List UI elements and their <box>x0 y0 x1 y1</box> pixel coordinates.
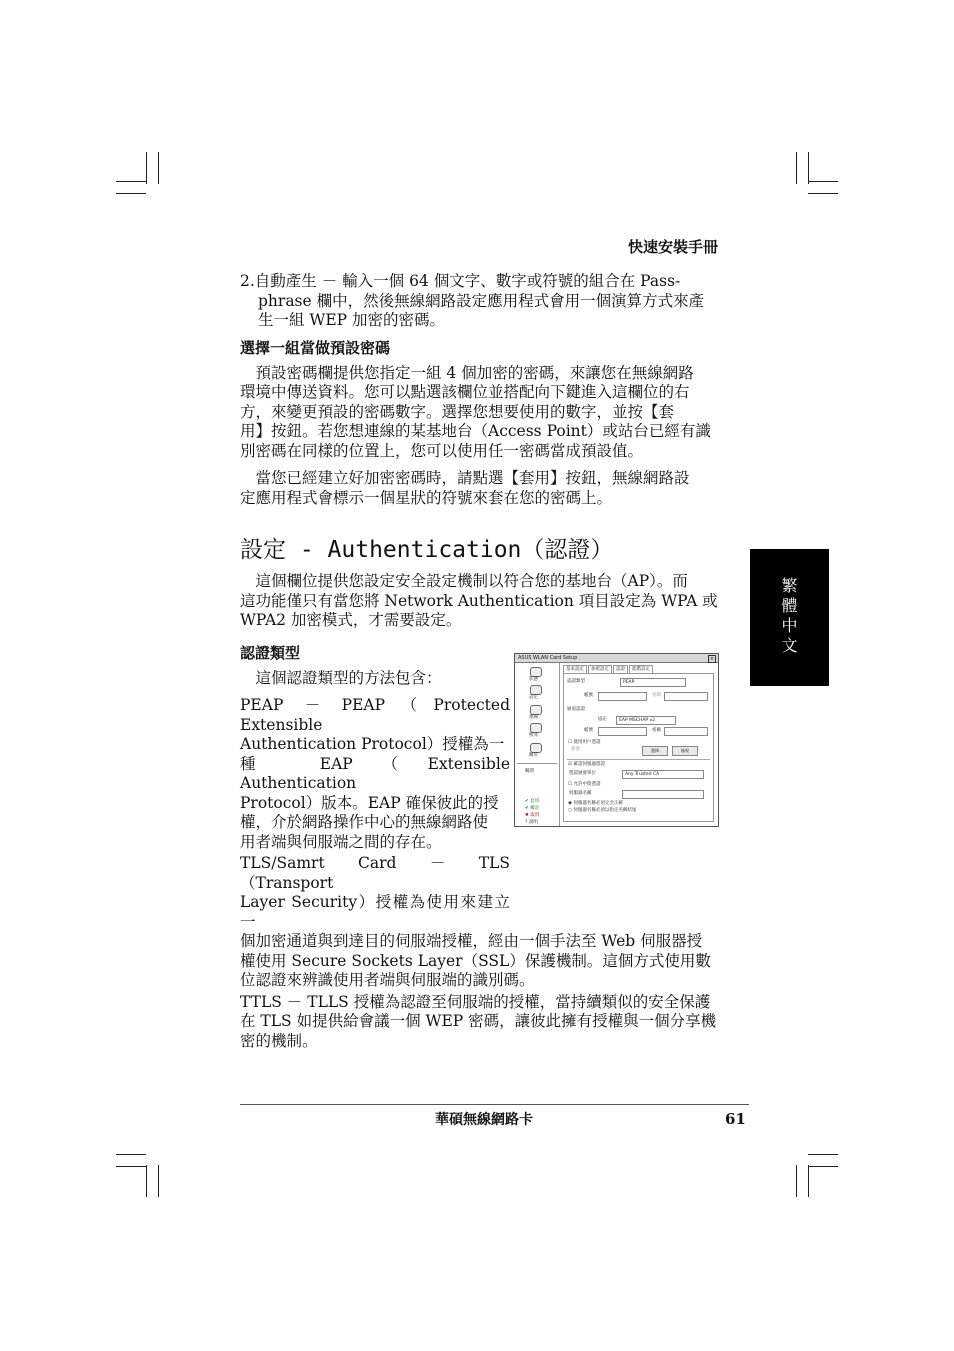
issued-label: 簽發 <box>571 747 580 752</box>
crop-mark <box>808 193 838 194</box>
paragraph-tls <box>240 854 718 991</box>
text-line: WPA2 加密模式，才需要設定。 <box>240 611 462 629</box>
sidebar-item-status: 狀態 <box>529 677 538 682</box>
tunnel-password-field[interactable] <box>664 727 708 736</box>
server-name-label: 伺服器名稱 <box>569 791 592 796</box>
crop-mark <box>808 181 838 182</box>
server-name-field[interactable] <box>622 790 704 799</box>
intermediate-label: 允許中間憑證 <box>573 782 601 787</box>
paragraph-default-key <box>240 364 718 462</box>
text-line: TTLS － TLLS 授權為認證至伺服端的授權，當持續類似的安全保護 <box>240 992 711 1011</box>
text-line: 在 TLS 如提供給會議一個 WEP 密碼，讓彼此擁有授權與一個分享機 <box>240 1012 717 1030</box>
text-line: Layer Security）授權為使用來建立一 <box>240 893 510 931</box>
tunnel-password-label: 密碼 <box>652 728 661 733</box>
text-line: 定應用程式會標示一個星狀的符號來套在您的密碼上。 <box>240 488 613 507</box>
tunnel-label: 通道認證 <box>567 707 585 712</box>
text-line: 環境中傳送資料。您可以點選該欄位並搭配向下鍵進入這欄位的右 <box>240 383 690 401</box>
intermediate-checkbox[interactable]: ☐ 允許中間憑證 <box>568 782 601 787</box>
radio-exact-label: 伺服器名稱必須完全正確 <box>573 801 623 806</box>
sidebar-cancel: ✖ 取消 <box>525 813 540 818</box>
paragraph-ttls <box>240 993 718 1052</box>
cert-issuer-select[interactable]: Any Trusted CA <box>622 770 704 779</box>
auth-type-select[interactable]: PEAP <box>620 678 686 687</box>
side-tab-char: 中 <box>781 616 798 635</box>
text-line: 種 EAP（Extensible Authentication <box>240 754 510 792</box>
text-line: 密的機制。 <box>240 1031 318 1050</box>
text-line: 用】按鈕。若您想連線的某基地台（Access Point）或站台已經有識 <box>240 422 711 440</box>
paragraph-apply-key <box>240 469 718 508</box>
text-line: 別密碼在同樣的位置上，您可以使用任一密碼當成預設值。 <box>240 441 644 460</box>
sidebar-item-about: 關於 <box>529 753 538 758</box>
tab-authentication[interactable]: 認證 <box>613 665 628 673</box>
crop-mark <box>808 152 809 184</box>
sidebar-close: 關閉 <box>525 769 534 774</box>
use-cert-checkbox[interactable]: ☐ 使用用戶憑證 <box>568 740 601 745</box>
crop-mark <box>116 1154 146 1155</box>
text-line: 生一組 WEP 加密的密碼。 <box>258 311 446 329</box>
password-label: 密碼 <box>652 693 661 698</box>
language-side-tab <box>750 549 829 686</box>
sidebar-item-connect: 連線 <box>529 715 538 720</box>
about-icon <box>530 743 542 753</box>
password-field[interactable] <box>664 692 708 701</box>
crop-mark <box>116 181 146 182</box>
side-tab-char: 繁 <box>781 576 798 595</box>
crop-mark <box>146 152 147 184</box>
crop-mark <box>158 1165 159 1197</box>
crop-mark <box>808 1166 838 1167</box>
sidebar-help: ? 說明 <box>525 820 538 825</box>
text-line: 這個欄位提供您設定安全設定機制以符合您的基地台（AP）。而 <box>240 572 688 590</box>
list-item-auto-generate <box>240 272 718 331</box>
close-icon: × <box>709 656 715 662</box>
section-title-authentication: 設定 - Authentication（認證） <box>240 537 614 563</box>
text-line: Protocol）版本。EAP 確保彼此的授 <box>240 793 499 812</box>
tab-advanced[interactable]: 進階設定 <box>629 665 653 673</box>
page-number: 61 <box>725 1110 746 1128</box>
sidebar-apply: ✔ 套用 <box>525 799 540 804</box>
view-button[interactable]: 檢視 <box>672 746 698 756</box>
status-icon <box>530 667 542 677</box>
text-line: 這功能僅只有當您將 Network Authentication 項目設定為 WPA 或 <box>240 591 718 610</box>
protocol-label: 協定 <box>598 717 607 722</box>
crop-mark <box>808 1165 809 1197</box>
connect-icon <box>530 705 542 715</box>
text-line: 預設密碼欄提供您指定一組 4 個加密的密碼，來讓您在無線網路 <box>240 363 694 382</box>
crop-mark <box>146 1165 147 1197</box>
panel-separator <box>567 759 710 760</box>
text-line: 當您已經建立好加密密碼時，請點選【套用】按鈕，無線網路設 <box>240 469 690 487</box>
sidebar-separator <box>517 763 557 764</box>
text-line: 個加密通道與到達目的伺服端授權，經由一個手法至 Web 伺服器授 <box>240 932 703 950</box>
use-cert-label: 使用用戶憑證 <box>573 740 601 745</box>
text-line: phrase 欄中，然後無線網路設定應用程式會用一個演算方式來產 <box>258 291 705 310</box>
crop-mark <box>808 1154 838 1155</box>
paragraph-peap <box>240 696 510 852</box>
text-line: 方，來變更預設的密碼數字。選擇您想要使用的數字，並按【套 <box>240 402 675 421</box>
paragraph-authentication-intro <box>240 572 718 631</box>
text-line: TLS/Samrt Card － TLS（Transport <box>240 854 510 892</box>
help-label: 說明 <box>528 820 538 825</box>
side-tab-char: 文 <box>781 636 798 655</box>
text-line: PEAP － PEAP（Protected Extensible <box>240 696 510 734</box>
sidebar-item-settings: 設定 <box>529 695 538 700</box>
crop-mark <box>158 152 159 184</box>
search-icon <box>530 723 542 733</box>
cancel-label: 取消 <box>530 813 540 818</box>
select-button[interactable]: 選擇 <box>642 746 668 756</box>
tunnel-user-label: 帳號 <box>584 728 593 733</box>
tab-basic[interactable]: 基本設定 <box>563 665 587 673</box>
subheading-auth-type: 認證類型 <box>240 643 301 662</box>
crop-mark <box>116 193 146 194</box>
paragraph-auth-methods-lead: 這個認證類型的方法包含： <box>240 668 442 687</box>
radio-exact[interactable]: ◉ 伺服器名稱必須完全正確 <box>568 801 623 806</box>
protocol-select[interactable]: EAP MSCHAP v2 <box>616 716 676 725</box>
sidebar-item-search: 搜尋 <box>529 733 538 738</box>
validate-server-checkbox[interactable]: ☑ 確認伺服器憑證 <box>568 762 605 767</box>
user-label: 帳號 <box>584 693 593 698</box>
text-line: 權使用 Secure Sockets Layer（SSL）保護機制。這個方式使用數 <box>240 951 711 970</box>
ok-label: 確定 <box>530 806 540 811</box>
cert-issuer-label: 憑證頒發單位 <box>569 771 596 776</box>
tunnel-user-field[interactable] <box>598 727 647 736</box>
text-line: 2.自動產生 － 輸入一個 64 個文字、數字或符號的組合在 Pass- <box>240 272 681 290</box>
user-field[interactable] <box>598 692 647 701</box>
window-title: ASUS WLAN Card Setup <box>515 654 718 663</box>
running-header: 快速安裝手冊 <box>627 238 718 256</box>
footer-rule <box>240 1104 749 1105</box>
wlan-setup-screenshot <box>514 653 719 827</box>
sidebar-ok: ✔ 確定 <box>525 806 540 811</box>
text-line: 位認證來辨識使用者端與伺服端的識別碼。 <box>240 971 535 989</box>
text-line: 用者端與伺服端之間的存在。 <box>240 832 442 851</box>
section-heading-default-key: 選擇一組當做預設密碼 <box>240 338 391 357</box>
validate-label: 確認伺服器憑證 <box>573 762 605 767</box>
settings-icon <box>530 685 542 695</box>
tab-encryption[interactable]: 加密設定 <box>588 665 612 673</box>
text-line: Authentication Protocol）授權為一 <box>240 735 505 753</box>
sidebar <box>515 663 560 826</box>
crop-mark <box>796 1165 797 1197</box>
tab-strip <box>563 665 654 673</box>
footer-title: 華碩無線網路卡 <box>435 1112 533 1128</box>
radio-suffix-label: 伺服器名稱必須以指定名稱結尾 <box>573 808 637 813</box>
side-tab-char: 體 <box>781 596 798 615</box>
radio-suffix[interactable]: ○ 伺服器名稱必須以指定名稱結尾 <box>568 808 637 813</box>
text-line: 權，介於網路操作中心的無線網路使 <box>240 813 489 831</box>
auth-panel <box>563 673 714 822</box>
crop-mark <box>116 1166 146 1167</box>
auth-type-label: 認證類型 <box>567 679 585 684</box>
apply-label: 套用 <box>530 799 540 804</box>
crop-mark <box>796 152 797 184</box>
